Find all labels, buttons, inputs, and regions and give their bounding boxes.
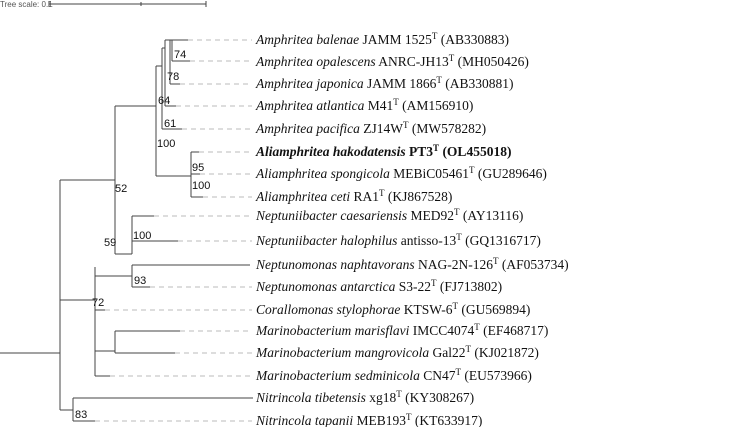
taxon-strain: JAMM 1525 <box>359 32 432 47</box>
taxon-accession: (AB330881) <box>441 76 514 91</box>
taxon-label <box>255 120 486 136</box>
taxon-labels <box>255 31 569 427</box>
taxon-species: Marinobacterium marisflavi <box>256 323 410 338</box>
taxon-accession: (KY308267) <box>401 390 475 405</box>
type-strain-superscript: T <box>436 75 442 85</box>
type-strain-superscript: T <box>455 367 461 377</box>
taxon-species: Aliamphritea hakodatensis <box>256 144 406 159</box>
bootstrap-value: 93 <box>134 275 147 287</box>
bootstrap-value: 72 <box>92 297 105 309</box>
taxon-species: Aliamphritea ceti <box>256 189 351 204</box>
taxon-strain: S3-22 <box>395 279 432 294</box>
taxon-label <box>255 207 523 223</box>
type-strain-superscript: T <box>406 412 412 422</box>
taxon-accession: (KT633917) <box>411 413 483 427</box>
tree-branches <box>0 40 253 421</box>
type-strain-superscript: T <box>431 31 438 41</box>
type-strain-superscript: T <box>465 344 471 354</box>
taxon-strain: NAG-2N-126 <box>414 257 493 272</box>
bootstrap-value: 59 <box>104 237 117 249</box>
taxon-species: Nitrincola tapanii <box>256 413 354 427</box>
taxon-strain: MEBiC05461 <box>389 166 470 181</box>
taxon-accession: (EF468717) <box>479 323 549 338</box>
bootstrap-value: 74 <box>174 49 187 61</box>
taxon-accession: (MH050426) <box>454 54 529 69</box>
taxon-accession: (GU569894) <box>458 302 531 317</box>
taxon-species: Amphritea pacifica <box>256 121 360 136</box>
taxon-strain: ANRC-JH13 <box>375 54 449 69</box>
type-strain-superscript: T <box>433 143 440 153</box>
tree-leaders <box>95 40 252 421</box>
type-strain-superscript: T <box>448 53 455 63</box>
taxon-accession: (KJ867528) <box>384 189 453 204</box>
bootstrap-value: 100 <box>157 138 176 150</box>
taxon-strain: KTSW-6 <box>400 302 453 317</box>
type-strain-superscript: T <box>402 120 409 130</box>
type-strain-superscript: T <box>493 256 499 266</box>
taxon-species: Neptunomonas antarctica <box>256 279 396 294</box>
bootstrap-value: 100 <box>192 180 211 192</box>
bootstrap-value: 78 <box>167 71 180 83</box>
taxon-label <box>255 322 548 338</box>
taxon-species: Amphritea opalescens <box>256 54 376 69</box>
taxon-strain: IMCC4074 <box>409 323 475 338</box>
taxon-strain: M41 <box>364 98 394 113</box>
bootstrap-value: 61 <box>164 118 177 130</box>
taxon-strain: MED92 <box>407 208 454 223</box>
taxon-strain: JAMM 1866 <box>363 76 437 91</box>
taxon-label <box>255 165 547 181</box>
taxon-species: Neptuniibacter caesariensis <box>256 208 408 223</box>
type-strain-superscript: T <box>453 207 460 217</box>
taxon-label <box>255 143 511 159</box>
taxon-label <box>255 31 509 47</box>
taxon-label <box>255 232 541 248</box>
taxon-strain: xg18 <box>365 390 397 405</box>
bootstrap-value: 83 <box>75 409 88 421</box>
taxon-accession: (AM156910) <box>398 98 474 113</box>
taxon-strain: RA1 <box>350 189 379 204</box>
type-strain-superscript: T <box>431 278 437 288</box>
tree-scale-label: Tree scale: 0.1 <box>0 0 53 9</box>
taxon-species: Amphritea japonica <box>256 76 364 91</box>
taxon-label <box>255 256 569 272</box>
taxon-strain: MEB193 <box>353 413 407 427</box>
taxon-species: Neptunomonas naphtavorans <box>256 257 415 272</box>
taxon-label <box>255 412 482 427</box>
type-strain-superscript: T <box>452 301 459 311</box>
taxon-label <box>255 188 452 204</box>
taxon-accession: (AB330883) <box>437 32 509 47</box>
taxon-species: Neptuniibacter halophilus <box>256 233 398 248</box>
tree-scale <box>0 0 206 9</box>
taxon-strain: ZJ14W <box>359 121 403 136</box>
taxon-species: Amphritea atlantica <box>256 98 365 113</box>
type-strain-superscript: T <box>469 165 475 175</box>
type-strain-superscript: T <box>474 322 480 332</box>
taxon-species: Nitrincola tibetensis <box>256 390 366 405</box>
taxon-accession: (AF053734) <box>498 257 569 272</box>
taxon-accession: (MW578282) <box>408 121 487 136</box>
type-strain-superscript: T <box>379 188 385 198</box>
taxon-label <box>256 301 530 317</box>
taxon-strain: PT3 <box>405 144 434 159</box>
taxon-species: Marinobacterium sedminicola <box>256 368 420 383</box>
taxon-accession: (AY13116) <box>459 208 524 223</box>
taxon-label <box>255 367 532 383</box>
taxon-accession: (FJ713802) <box>436 279 503 294</box>
taxon-species: Aliamphritea spongicola <box>256 166 390 181</box>
bootstrap-value: 64 <box>158 95 171 107</box>
taxon-label <box>255 75 514 91</box>
bootstrap-value: 52 <box>115 183 128 195</box>
taxon-strain: CN47 <box>419 368 456 383</box>
taxon-label <box>255 97 473 113</box>
taxon-species: Marinobacterium mangrovicola <box>256 345 430 360</box>
bootstrap-value: 95 <box>192 162 205 174</box>
taxon-species: Corallomonas stylophorae <box>256 302 401 317</box>
type-strain-superscript: T <box>396 389 402 399</box>
taxon-accession: (GQ1316717) <box>461 233 541 248</box>
taxon-strain: Gal22 <box>429 345 466 360</box>
taxon-label <box>255 389 474 405</box>
type-strain-superscript: T <box>393 97 399 107</box>
taxon-accession: (KJ021872) <box>470 345 539 360</box>
taxon-accession: (EU573966) <box>461 368 532 383</box>
taxon-label <box>255 344 539 360</box>
taxon-label <box>255 53 529 69</box>
taxon-label <box>255 278 502 294</box>
taxon-accession: (GU289646) <box>474 166 547 181</box>
taxon-accession: (OL455018) <box>439 144 512 159</box>
taxon-strain: antisso-13 <box>397 233 457 248</box>
type-strain-superscript: T <box>456 232 462 242</box>
bootstrap-value: 100 <box>133 230 152 242</box>
taxon-species: Amphritea balenae <box>256 32 360 47</box>
